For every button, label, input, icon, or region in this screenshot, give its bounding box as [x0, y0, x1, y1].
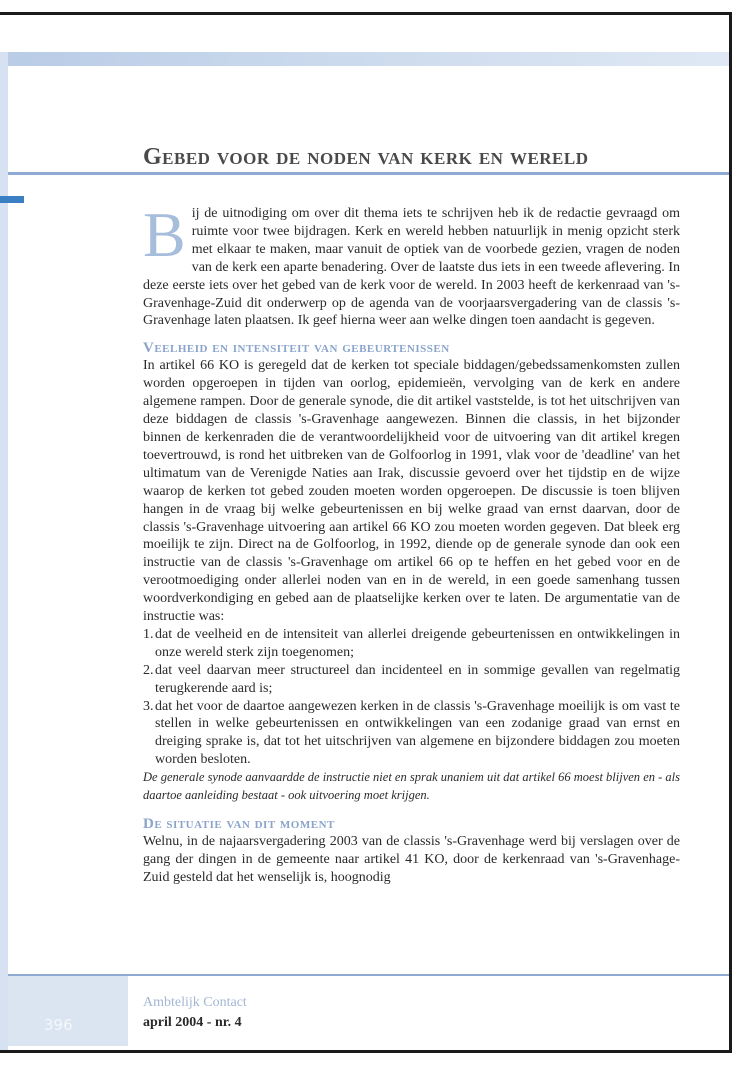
synod-note: De generale synode aanvaardde de instructie niet en sprak unaniem uit dat artikel 66 moest blijven en - als daartoe aanleiding bestaat - ook uitvoering moet krijgen.	[143, 770, 680, 803]
magazine-name: Ambtelijk Contact	[143, 995, 247, 1010]
article-title: Gebed voor de noden van kerk en wereld	[143, 144, 589, 170]
article-body	[143, 199, 680, 887]
issue-label: april 2004 - nr. 4	[143, 1015, 242, 1030]
list-text: dat veel daarvan meer structureel dan incidenteel en in sommige gevallen van regelmatig terugkerende aard is;	[155, 662, 680, 696]
right-border-rule	[729, 12, 732, 1052]
drop-cap: B	[143, 199, 186, 270]
intro-text: ij de uitnodiging om over dit thema iets te schrijven heb ik de redactie gevraagd om ruimte voor twee bijdragen. Kerk en wereld hebben natuurlijk in menig opzicht sterk met elkaar te maken, maar vanuit de optiek van de voorbede gezien, vragen de noden van de kerk een aparte benadering. Over de laatste dus iets in een tweede aflevering. In deze eerste iets over het gebed van de kerk voor de wereld. In 2003 heeft de kerkenraad van 's-Gravenhage-Zuid dit onderwerp op de agenda van de voorjaarsvergadering van de classis 's-Gravenhage laten plaatsen. Ik geef hierna weer aan welke dingen toen aandacht is gegeven.	[143, 206, 680, 329]
bottom-border-rule	[0, 1050, 732, 1053]
page-number: 396	[44, 1016, 73, 1034]
list-item	[143, 698, 680, 770]
section-side-tab	[0, 196, 24, 203]
list-number: 1.	[143, 626, 154, 642]
list-text: dat het voor de daartoe aangewezen kerken in de classis 's-Gravenhage moeilijk is om vast te stellen in welke gebeurtenissen en ontwikkelingen van een zodanige graad van ernst en dreiging sprake is, dat tot het uitschrijven van algemene en bijzondere biddagen zou moeten worden besloten.	[155, 698, 680, 768]
header-color-band	[0, 52, 729, 66]
argument-list	[143, 626, 680, 769]
list-number: 3.	[143, 698, 154, 714]
list-number: 2.	[143, 662, 154, 678]
intro-paragraph	[143, 199, 680, 330]
top-border-rule	[0, 12, 730, 15]
list-item	[143, 662, 680, 698]
section-heading-veelheid: Veelheid en intensiteit van gebeurtenissen	[143, 340, 450, 357]
section2-paragraph: Welnu, in de najaarsvergadering 2003 van de classis 's-Gravenhage werd bij verslagen over de gang der dingen in de gemeente naar artikel 41 KO, door de kerkenraad van 's-Gravenhage-Zuid gesteld dat het wenselijk is, hoognodig	[143, 834, 680, 885]
section-heading-situatie: De situatie van dit moment	[143, 816, 335, 832]
list-item	[143, 626, 680, 662]
title-underline-rule	[8, 172, 729, 175]
footer-page-block	[8, 976, 128, 1046]
list-text: dat de veelheid en de intensiteit van allerlei dreigende gebeurtenissen en ontwikkelingen in onze wereld sterk zijn toegenomen;	[155, 626, 680, 660]
footer-info	[143, 993, 247, 1033]
section1-paragraph: In artikel 66 KO is geregeld dat de kerken tot speciale biddagen/gebedssamenkomsten zullen worden opgeroepen in tijden van oorlog, epidemieën, vervolging van de kerk en andere algemene rampen. Door de generale synode, die dit artikel vaststelde, is tot het uitschrijven van deze biddagen de classis 's-Gravenhage aangewezen. Binnen die classis, in het bijzonder binnen de kerkenraden die de verantwoordelijkheid voor de uitvoering van dit artikel kregen toevertrouwd, is rond het uitbreken van de Golfoorlog in 1991, vlak voor de 'deadline' van het ultimatum van de Verenigde Naties aan Irak, discussie gevoerd over het tijdstip en de wijze waarop de kerken tot gebed zouden moeten worden opgeroepen. De discussie is toen blijven hangen in de vraag bij welke gebeurtenissen en bij welke graad van ernst daarvan, door de classis 's-Gravenhage uitvoering aan artikel 66 KO zou moeten worden gegeven. Dat bleek erg moeilijk te zijn. Direct na de Golfoorlog, in 1992, diende op de generale synode dan ook een instructie van de classis 's-Gravenhage om artikel 66 op te heffen en het gebed voor en de verootmoediging onder allerlei noden van en in de wereld, in een goede samenhang tussen woordverkondiging en gebed aan de plaatselijke kerken over te laten. De argumentatie van de instructie was:	[143, 358, 680, 625]
